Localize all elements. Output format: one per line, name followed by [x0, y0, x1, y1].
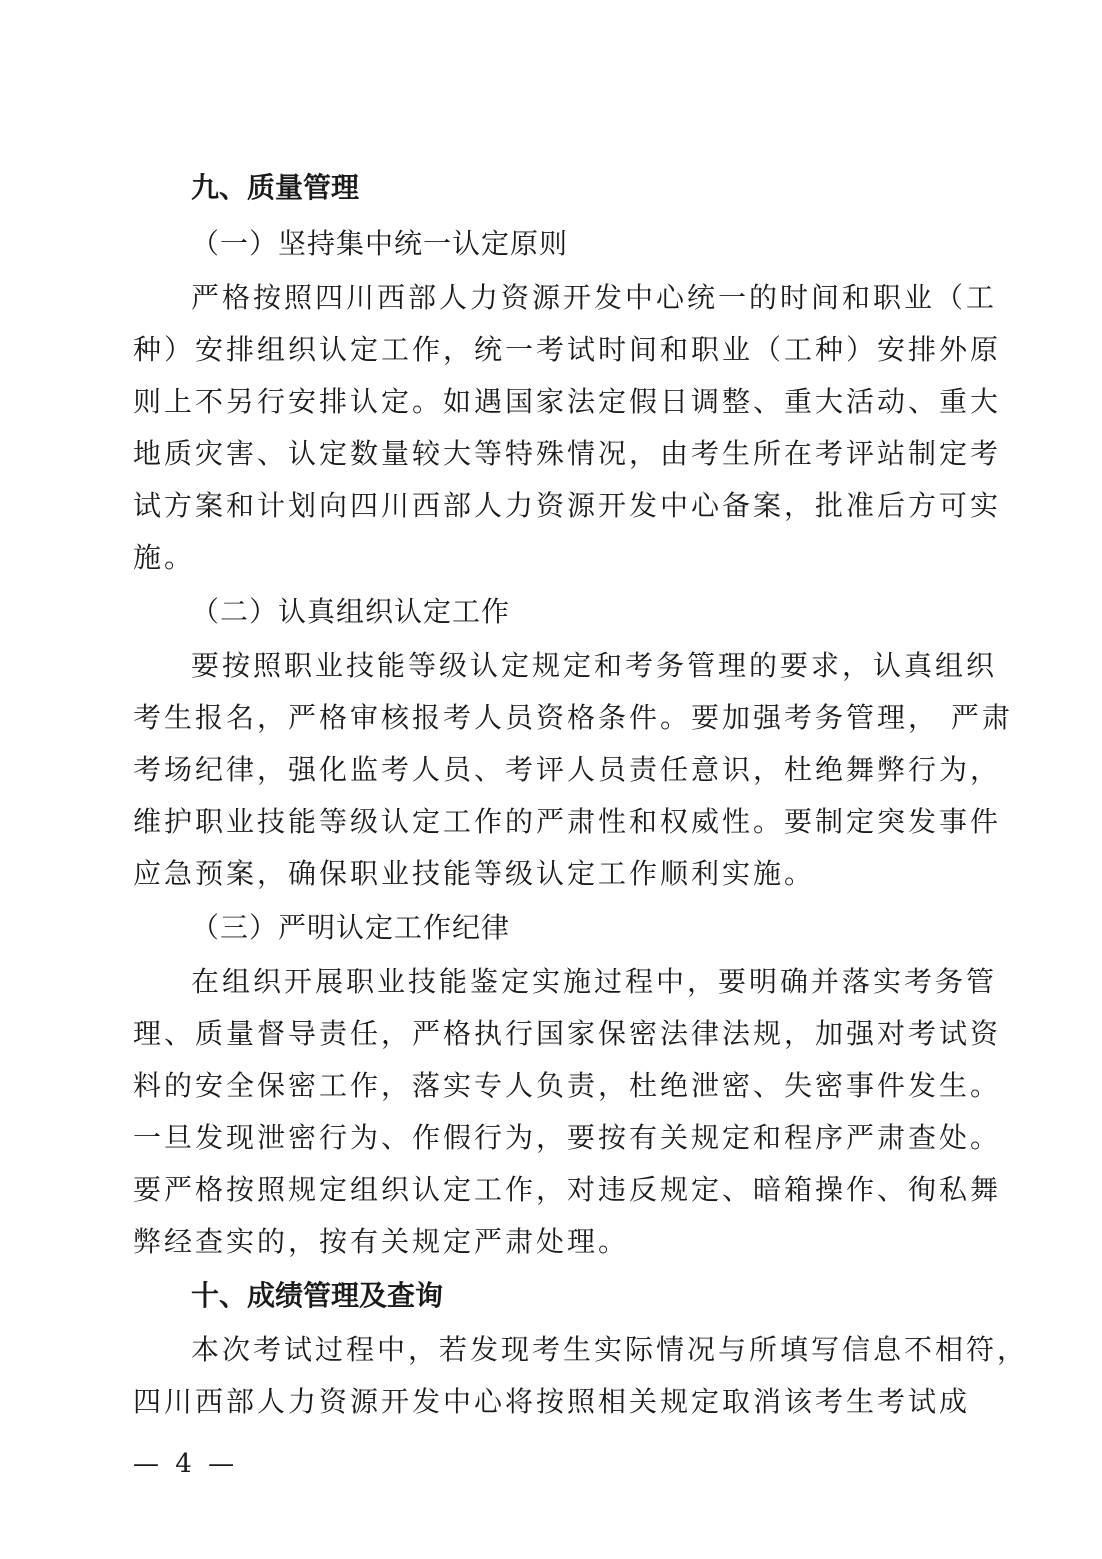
- paragraph-line: 要严格按照规定组织认定工作，对违反规定、暗箱操作、徇私舞: [133, 1173, 1002, 1206]
- paragraph-line: 四川西部人力资源开发中心将按照相关规定取消该考生考试成: [133, 1385, 971, 1418]
- paragraph-line: 要按照职业技能等级认定规定和考务管理的要求，认真组织: [191, 649, 998, 682]
- paragraph-line: 严格按照四川西部人力资源开发中心统一的时间和职业（工: [191, 281, 998, 314]
- paragraph-line: 本次考试过程中，若发现考生实际情况与所填写信息不相符，: [191, 1333, 1029, 1366]
- paragraph-line: 维护职业技能等级认定工作的严肃性和权威性。要制定突发事件: [133, 805, 1002, 838]
- paragraph-line: 地质灾害、认定数量较大等特殊情况，由考生所在考评站制定考: [133, 437, 1002, 470]
- section-9-heading: 九、质量管理: [191, 171, 360, 204]
- paragraph-line: 在组织开展职业技能鉴定实施过程中，要明确并落实考务管: [191, 965, 998, 998]
- paragraph-line: 应急预案，确保职业技能等级认定工作顺利实施。: [133, 857, 816, 890]
- section-9-2-heading: （二）认真组织认定工作: [191, 595, 511, 628]
- paragraph-line: 考场纪律，强化监考人员、考评人员责任意识，杜绝舞弊行为，: [133, 753, 1002, 786]
- paragraph-line: 施。: [133, 541, 196, 574]
- page-number: — 4 —: [133, 1449, 239, 1479]
- paragraph-line: 种）安排组织认定工作，统一考试时间和职业（工种）安排外原: [133, 333, 1002, 366]
- section-9-1-paragraph: [133, 272, 1002, 584]
- section-9-1-heading: （一）坚持集中统一认定原则: [191, 227, 569, 260]
- section-9-3-paragraph: [133, 956, 1002, 1268]
- section-9-2-paragraph: [133, 640, 1013, 900]
- paragraph-line: 料的安全保密工作，落实专人负责，杜绝泄密、失密事件发生。: [133, 1069, 1002, 1102]
- paragraph-line: 考生报名，严格审核报考人员资格条件。要加强考务管理， 严肃: [133, 701, 1013, 734]
- paragraph-line: 则上不另行安排认定。如遇国家法定假日调整、重大活动、重大: [133, 385, 1002, 418]
- section-10-heading: 十、成绩管理及查询: [191, 1279, 444, 1312]
- paragraph-line: 理、质量督导责任，严格执行国家保密法律法规，加强对考试资: [133, 1017, 1002, 1050]
- paragraph-line: 弊经查实的，按有关规定严肃处理。: [133, 1225, 630, 1258]
- paragraph-line: 试方案和计划向四川西部人力资源开发中心备案，批准后方可实: [133, 489, 1002, 522]
- paragraph-line: 一旦发现泄密行为、作假行为，要按有关规定和程序严肃查处。: [133, 1121, 1002, 1154]
- section-10-paragraph: [133, 1324, 1029, 1428]
- section-9-3-heading: （三）严明认定工作纪律: [191, 911, 511, 944]
- document-body: [133, 160, 1029, 1428]
